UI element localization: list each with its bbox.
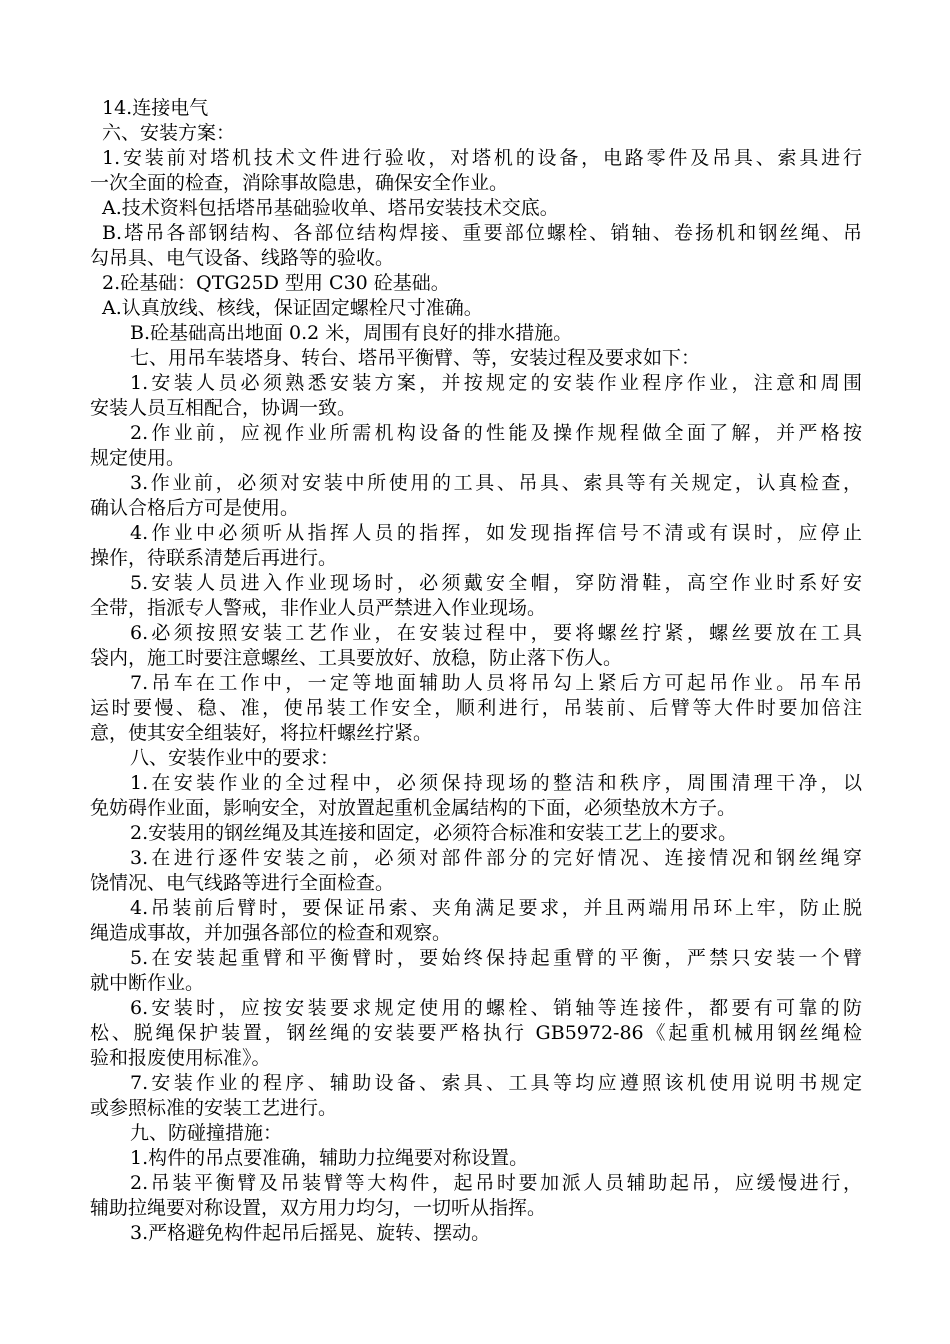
text-line: 7.吊车在工作中，一定等地面辅助人员将吊勾上紧后方可起吊作业。吊车吊 — [130, 672, 862, 694]
text-line: 操作，待联系清楚后再进行。 — [90, 547, 338, 569]
text-line: 意，使其安全组装好，将拉杆螺丝拧紧。 — [90, 722, 433, 744]
text-line: 饶情况、电气线路等进行全面检查。 — [90, 872, 395, 894]
text-line: 3.在进行逐件安装之前，必须对部件部分的完好情况、连接情况和钢丝绳穿 — [130, 847, 862, 869]
text-line: 九、防碰撞措施： — [130, 1122, 283, 1144]
text-line: 1.安装人员必须熟悉安装方案，并按规定的安装作业程序作业，注意和周围 — [130, 372, 862, 394]
text-line: 袋内，施工时要注意螺丝、工具要放好、放稳，防止落下伤人。 — [90, 647, 623, 669]
text-line: 3.严格避免构件起吊后摇晃、旋转、摆动。 — [130, 1222, 491, 1244]
text-line: 六、安装方案： — [102, 122, 236, 144]
document-page — [90, 96, 862, 1246]
text-line: 辅助拉绳要对称设置，双方用力均匀，一切听从指挥。 — [90, 1197, 547, 1219]
text-line: A.技术资料包括塔吊基础验收单、塔吊安装技术交底。 — [102, 197, 559, 219]
text-line: 免妨碍作业面，影响安全，对放置起重机金属结构的下面，必须垫放木方子。 — [90, 797, 737, 819]
text-line: 6.安装时，应按安装要求规定使用的螺栓、销轴等连接件，都要有可靠的防 — [130, 997, 862, 1019]
text-line: 14.连接电气 — [102, 97, 209, 119]
text-line: 或参照标准的安装工艺进行。 — [90, 1097, 338, 1119]
text-line: 一次全面的检查，消除事故隐患，确保安全作业。 — [90, 172, 509, 194]
text-line: 2.作业前，应视作业所需机构设备的性能及操作规程做全面了解，并严格按 — [130, 422, 862, 444]
text-line: 2.安装用的钢丝绳及其连接和固定，必须符合标准和安装工艺上的要求。 — [130, 822, 738, 844]
text-line: 5.在安装起重臂和平衡臂时，要始终保持起重臂的平衡，严禁只安装一个臂 — [130, 947, 862, 969]
text-line: 运时要慢、稳、准，使吊装工作安全，顺利进行，吊装前、后臂等大件时要加倍注 — [90, 697, 862, 719]
text-line: 就中断作业。 — [90, 972, 205, 994]
text-line: 安装人员互相配合，协调一致。 — [90, 397, 357, 419]
text-line: 1.构件的吊点要准确，辅助力拉绳要对称设置。 — [130, 1147, 529, 1169]
text-line: 八、安装作业中的要求： — [130, 747, 340, 769]
text-line: 规定使用。 — [90, 447, 186, 469]
text-line: 4.吊装前后臂时，要保证吊索、夹角满足要求，并且两端用吊环上牢，防止脱 — [130, 897, 862, 919]
text-line: 确认合格后方可是使用。 — [90, 497, 300, 519]
text-line: 2.砼基础：QTG25D 型用 C30 砼基础。 — [102, 272, 450, 294]
text-line: 3.作业前，必须对安装中所使用的工具、吊具、索具等有关规定，认真检查， — [130, 472, 862, 494]
text-line: 绳造成事故，并加强各部位的检查和观察。 — [90, 922, 452, 944]
text-line: 7.安装作业的程序、辅助设备、索具、工具等均应遵照该机使用说明书规定 — [130, 1072, 862, 1094]
text-line: 6.必须按照安装工艺作业，在安装过程中，要将螺丝拧紧，螺丝要放在工具 — [130, 622, 862, 644]
text-line: 全带，指派专人警戒，非作业人员严禁进入作业现场。 — [90, 597, 547, 619]
text-line: 1.在安装作业的全过程中，必须保持现场的整洁和秩序，周围清理干净，以 — [130, 772, 862, 794]
text-line: A.认真放线、核线，保证固定螺栓尺寸准确。 — [102, 297, 483, 319]
text-line: B.砼基础高出地面 0.2 米，周围有良好的排水措施。 — [130, 322, 573, 344]
text-line: 1.安装前对塔机技术文件进行验收，对塔机的设备，电路零件及吊具、索具进行 — [102, 147, 862, 169]
text-line: 松、脱绳保护装置，钢丝绳的安装要严格执行 GB5972-86《起重机械用钢丝绳检 — [90, 1022, 862, 1044]
text-line: 勾吊具、电气设备、线路等的验收。 — [90, 247, 395, 269]
text-line: 5.安装人员进入作业现场时，必须戴安全帽，穿防滑鞋，高空作业时系好安 — [130, 572, 862, 594]
text-line: B.塔吊各部钢结构、各部位结构焊接、重要部位螺栓、销轴、卷扬机和钢丝绳、吊 — [102, 222, 862, 244]
text-line: 验和报废使用标准》。 — [90, 1047, 271, 1069]
text-line: 七、用吊车装塔身、转台、塔吊平衡臂、等，安装过程及要求如下： — [130, 347, 701, 369]
text-line: 2.吊装平衡臂及吊装臂等大构件，起吊时要加派人员辅助起吊，应缓慢进行， — [130, 1172, 862, 1194]
text-line: 4.作业中必须听从指挥人员的指挥，如发现指挥信号不清或有误时，应停止 — [130, 522, 862, 544]
